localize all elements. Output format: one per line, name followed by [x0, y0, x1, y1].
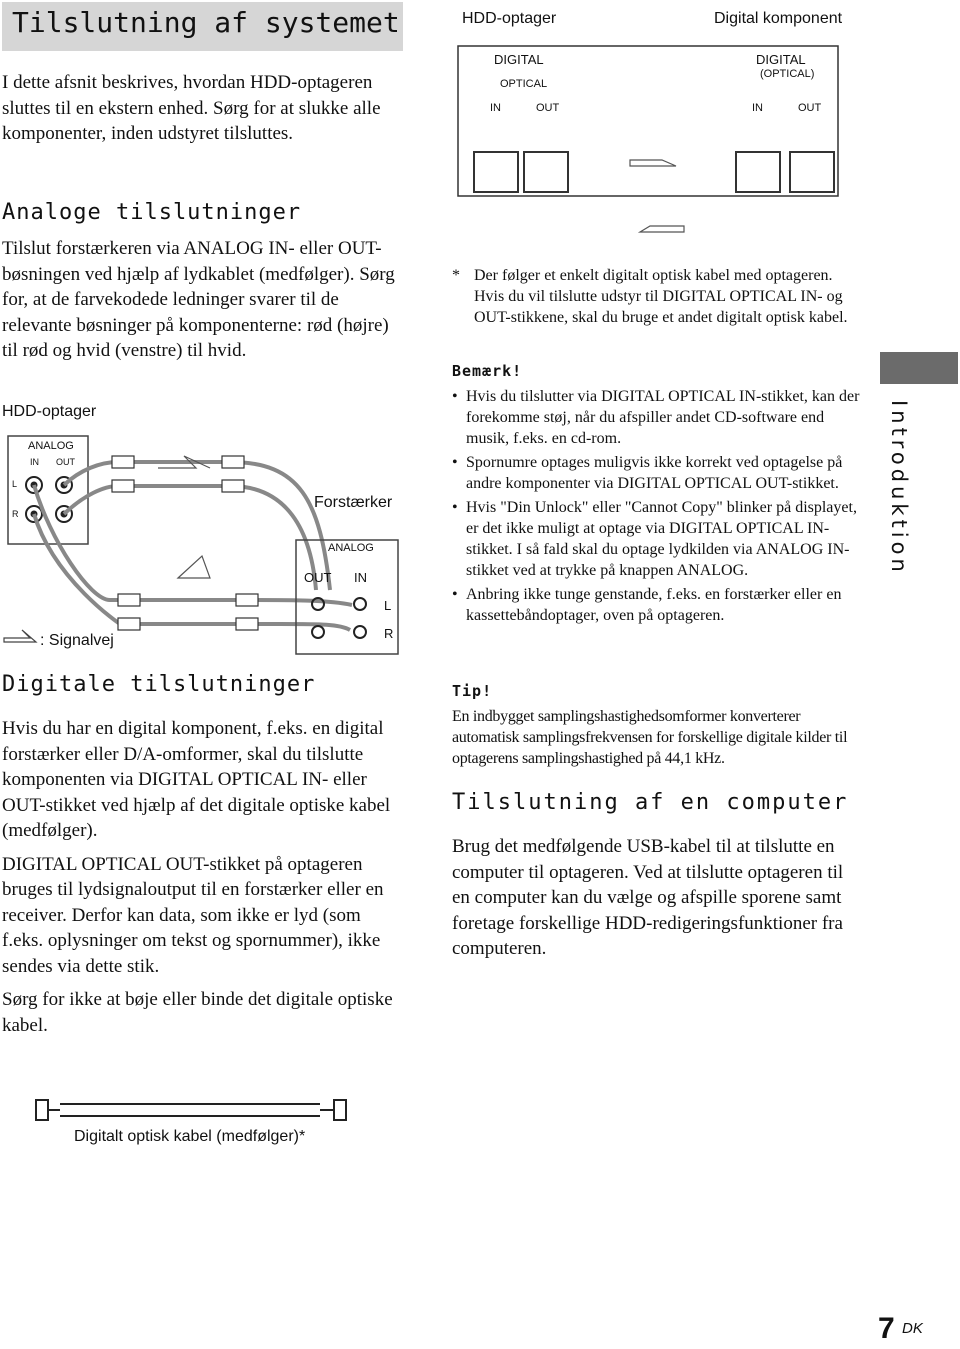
dig-hdd-out: OUT: [536, 102, 560, 114]
hdd-in-label: IN: [30, 457, 39, 467]
dig-comp-in: IN: [752, 102, 763, 114]
hdd-analog-label: ANALOG: [28, 440, 74, 452]
signal-legend: : Signalvej: [40, 632, 114, 649]
optical-cable-icon: [36, 1100, 346, 1120]
notes-list: [452, 386, 862, 629]
tip-text: En indbygget samplingshastighedsomformer konverterer automatisk samplingsfrekvensen for forskellige digitale kilder til optagerens samplingshastighed på 44,1 kHz.: [452, 708, 848, 767]
footnote-mark: *: [452, 267, 460, 284]
tip-heading: Tip!: [452, 682, 493, 700]
digital-p3: Sørg for ikke at bøje eller binde det digitale optiske kabel.: [2, 989, 393, 1036]
amp-out-label: OUT: [304, 570, 332, 585]
dig-hdd-digital: DIGITAL: [494, 52, 544, 67]
dig-comp-out: OUT: [798, 102, 822, 114]
amp-analog-label: ANALOG: [328, 542, 374, 554]
note-item: • Hvis "Din Unlock" eller "Cannot Copy" blinker på displayet, er det ikke muligt at optage via DIGITAL OPTICAL IN-stikket. I så fald skal du optage lydkilden via ANALOG IN-stikket ved at trykke på knappen ANALOG.: [452, 497, 862, 581]
footnote-text: Der følger et enkelt digitalt optisk kabel med optageren. Hvis du vil tilslutte udstyr til DIGITAL OPTICAL IN- og OUT-stikkene, skal du bruge et andet digitalt optisk kabel.: [474, 267, 848, 326]
dig-hdd-label: HDD-optager: [462, 10, 557, 27]
analog-body: Tilslut forstærkeren via ANALOG IN- eller OUT-bøsningen ved hjælp af lydkablet (medfølger). Sørg for, at de farvekodede ledninger svarer til de relevante bøsninger på komponenterne: rød (højre) til rød og hvid (venstre) til hvid.: [2, 238, 395, 361]
digital-heading: Digitale tilslutninger: [2, 672, 316, 697]
hdd-analog-panel: [8, 436, 88, 544]
optical-cable-label: Digitalt optisk kabel (medfølger)*: [74, 1128, 306, 1145]
analog-heading: Analoge tilslutninger: [2, 200, 302, 225]
note-item: • Hvis du tilslutter via DIGITAL OPTICAL IN-stikket, kan der forekomme støj, når du afspiller andet CD-software end musik, f.eks. en cd-rom.: [452, 386, 862, 449]
amp-l-label: L: [384, 598, 392, 613]
page-title: Tilslutning af systemet: [12, 6, 400, 39]
dig-comp-optical: (OPTICAL): [760, 68, 815, 80]
note-heading: Bemærk!: [452, 362, 523, 380]
amp-r-label: R: [384, 626, 394, 641]
note-item: • Anbring ikke tunge genstande, f.eks. en forstærker eller en kassettebåndoptager, oven på optageren.: [452, 584, 862, 626]
computer-body: Brug det medfølgende USB-kabel til at tilslutte en computer til optageren. Ved at tilslutte optageren til en computer kan du vælge og afspille sporene samt foretage forskellige HDD-redigeringsfunktioner fra computeren.: [452, 836, 844, 959]
hdd-l-label: L: [12, 479, 18, 489]
amp-in-label: IN: [354, 570, 367, 585]
digital-p2: DIGITAL OPTICAL OUT-stikket på optageren bruges til lydsignaloutput til en forstærker eller en receiver. Derfor kan data, som ikke er lyd (som f.eks. oplysninger om tekst og spornummer), ikke sendes via dette stik.: [2, 853, 384, 977]
hdd-out-label: OUT: [56, 457, 75, 467]
intro-text: I dette afsnit beskrives, hvordan HDD-optageren sluttes til en ekstern enhed. Sørg for at slukke alle komponenter, inden udstyret tilsluttes.: [2, 72, 381, 144]
dig-hdd-optical: OPTICAL: [500, 78, 548, 90]
analog-hdd-label: HDD-optager: [2, 403, 97, 420]
digital-p1: Hvis du har en digital komponent, f.eks. en digital forstærker eller D/A-omformer, skal du tilslutte komponenten via DIGITAL OPTICAL IN- eller OUT-stikket ved hjælp af det digitale optiske kabel (medfølger).: [2, 718, 391, 841]
side-tab-label: Introduktion: [887, 400, 911, 576]
optical-jacks: [474, 152, 834, 192]
signal-arrow-icon: [4, 630, 36, 642]
analog-signal-arrows: [158, 456, 210, 578]
side-tab-marker: [880, 352, 958, 384]
dig-hdd-in: IN: [490, 102, 501, 114]
computer-heading: Tilslutning af en computer: [452, 790, 849, 815]
note-item: • Spornumre optages muligvis ikke korrekt ved optagelse på andre komponenter via DIGITAL OPTICAL OUT-stikket.: [452, 452, 862, 494]
hdd-r-label: R: [12, 509, 19, 519]
page-suffix: DK: [902, 1320, 923, 1337]
dig-comp-label: Digital komponent: [714, 10, 843, 27]
analog-plugs: [112, 456, 258, 630]
analog-cables: [34, 462, 352, 630]
amplifier-label: Forstærker: [314, 494, 393, 511]
digital-body: [2, 716, 402, 1038]
page-number: 7: [878, 1312, 895, 1345]
dig-comp-digital: DIGITAL: [756, 52, 806, 67]
